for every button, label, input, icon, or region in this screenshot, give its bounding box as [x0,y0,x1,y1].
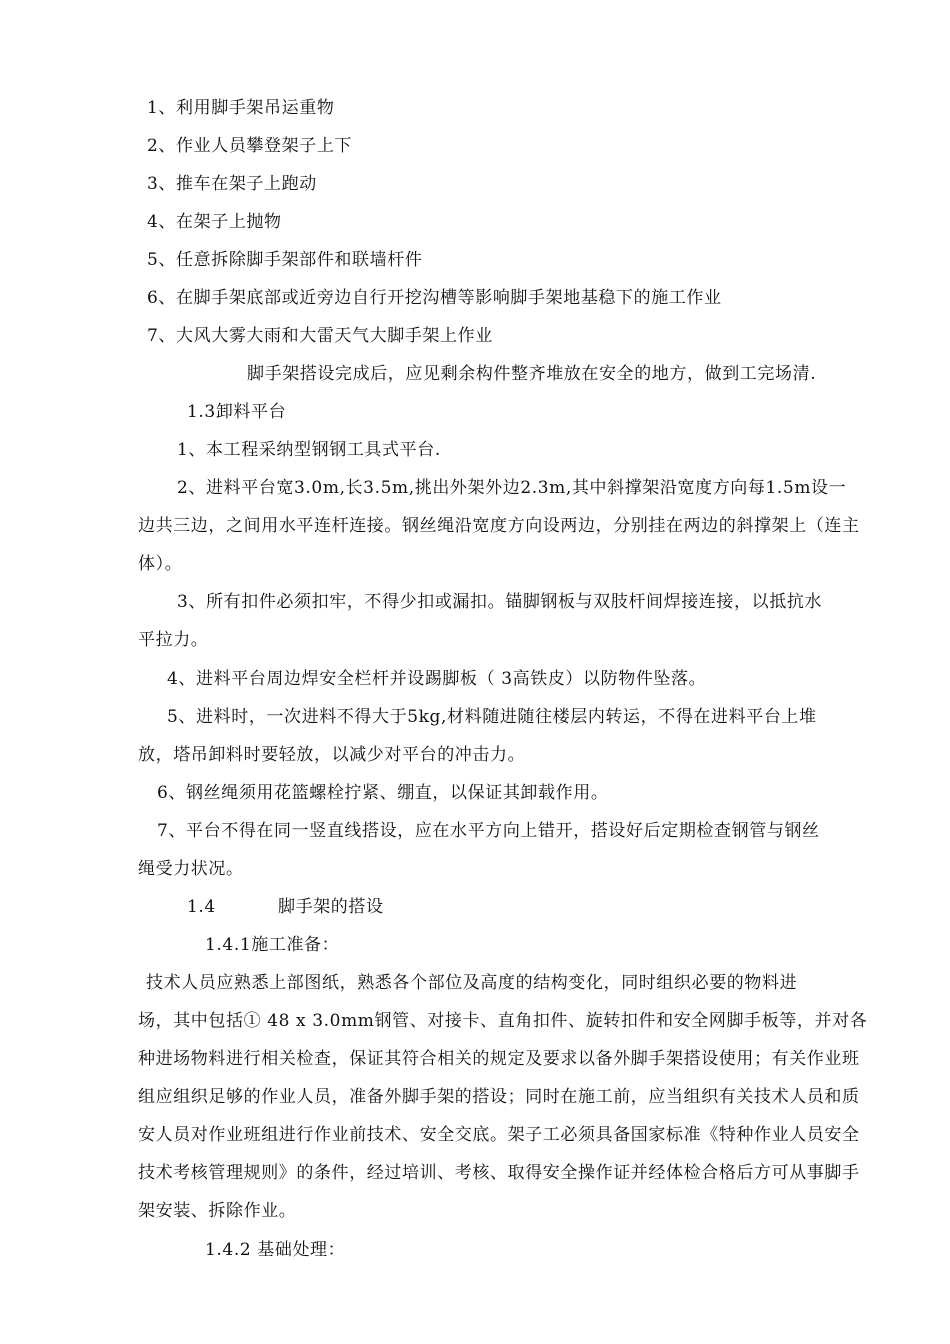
paragraph-line: 2、进料平台宽3.0m,长3.5m,挑出外架外边2.3m,其中斜撑架沿宽度方向每1.5m设一 [177,478,847,498]
subsection-heading: 1.4.2 基础处理： [205,1240,346,1260]
paragraph-line: 组应组织足够的作业人员，准备外脚手架的搭设；同时在施工前，应当组织有关技术人员和质 [138,1087,860,1107]
paragraph-line: 绳受力状况。 [138,859,244,879]
list-item: 6、在脚手架底部或近旁边自行开挖沟槽等影响脚手架地基稳下的施工作业 [147,288,722,308]
paragraph-line: 种进场物料进行相关检查，保证其符合相关的规定及要求以备外脚手架搭设使用；有关作业班 [138,1049,860,1069]
paragraph-item-7 [138,812,858,888]
paragraph-line: 放，塔吊卸料时要轻放，以减少对平台的冲击力。 [138,745,526,765]
list-item: 2、作业人员攀登架子上下 [147,136,353,156]
paragraph-line: 安人员对作业班组进行作业前技术、安全交底。架子工必须具备国家标准《特种作业人员安全 [138,1125,860,1145]
list-item: 1、利用脚手架吊运重物 [147,98,335,118]
paragraph-item-4: 4、进料平台周边焊安全栏杆并设踢脚板（ 3高铁皮）以防物件坠落。 [167,669,707,689]
paragraph-line: 3、所有扣件必须扣牢，不得少扣或漏扣。锚脚钢板与双肢杆间焊接连接，以抵抗水 [177,592,823,612]
subsection-heading: 1.4.1施工准备： [205,935,340,955]
paragraph-line: 场，其中包括① 48 x 3.0mm钢管、对接卡、直角扣件、旋转扣件和安全网脚手板等，并对各 [138,1011,868,1031]
section-number: 1.4 [187,897,216,917]
cleanup-note: 脚手架搭设完成后，应见剩余构件整齐堆放在安全的地方，做到工完场清. [247,364,817,384]
paragraph-item-5 [138,698,858,774]
paragraph-line: 体）。 [138,554,183,574]
paragraph-item-2 [138,469,858,583]
paragraph-line: 边共三边，之间用水平连杆连接。钢丝绳沿宽度方向设两边，分别挂在两边的斜撑架上（连主 [138,516,860,536]
paragraph-line: 5、进料时，一次进料不得大于5kg,材料随进随往楼层内转运，不得在进料平台上堆 [167,707,817,727]
list-item: 4、在架子上抛物 [147,212,282,232]
paragraph-line: 技术人员应熟悉上部图纸，熟悉各个部位及高度的结构变化，同时组织必要的物料进 [146,973,798,993]
section-heading: 1.3卸料平台 [187,402,287,422]
paragraph-item-6: 6、钢丝绳须用花篮螺栓拧紧、绷直，以保证其卸载作用。 [157,783,609,803]
paragraph-line: 平拉力。 [138,630,209,650]
paragraph-item-3 [138,583,858,659]
paragraph-line: 架安装、拆除作业。 [138,1201,297,1221]
paragraph-line: 7、平台不得在同一竖直线搭设，应在水平方向上错开，搭设好后定期检查钢管与钢丝 [157,821,820,841]
paragraph-line: 技术考核管理规则》的条件，经过培训、考核、取得安全操作证并经体检合格后方可从事脚手 [138,1163,860,1183]
section-title: 脚手架的搭设 [278,897,384,917]
list-item: 3、推车在架子上跑动 [147,174,317,194]
subsection-body [138,964,868,1230]
list-item: 5、任意拆除脚手架部件和联墙杆件 [147,250,423,270]
list-item: 7、大风大雾大雨和大雷天气大脚手架上作业 [147,326,493,346]
paragraph-item-1: 1、本工程采纳型钢钢工具式平台. [177,440,441,460]
